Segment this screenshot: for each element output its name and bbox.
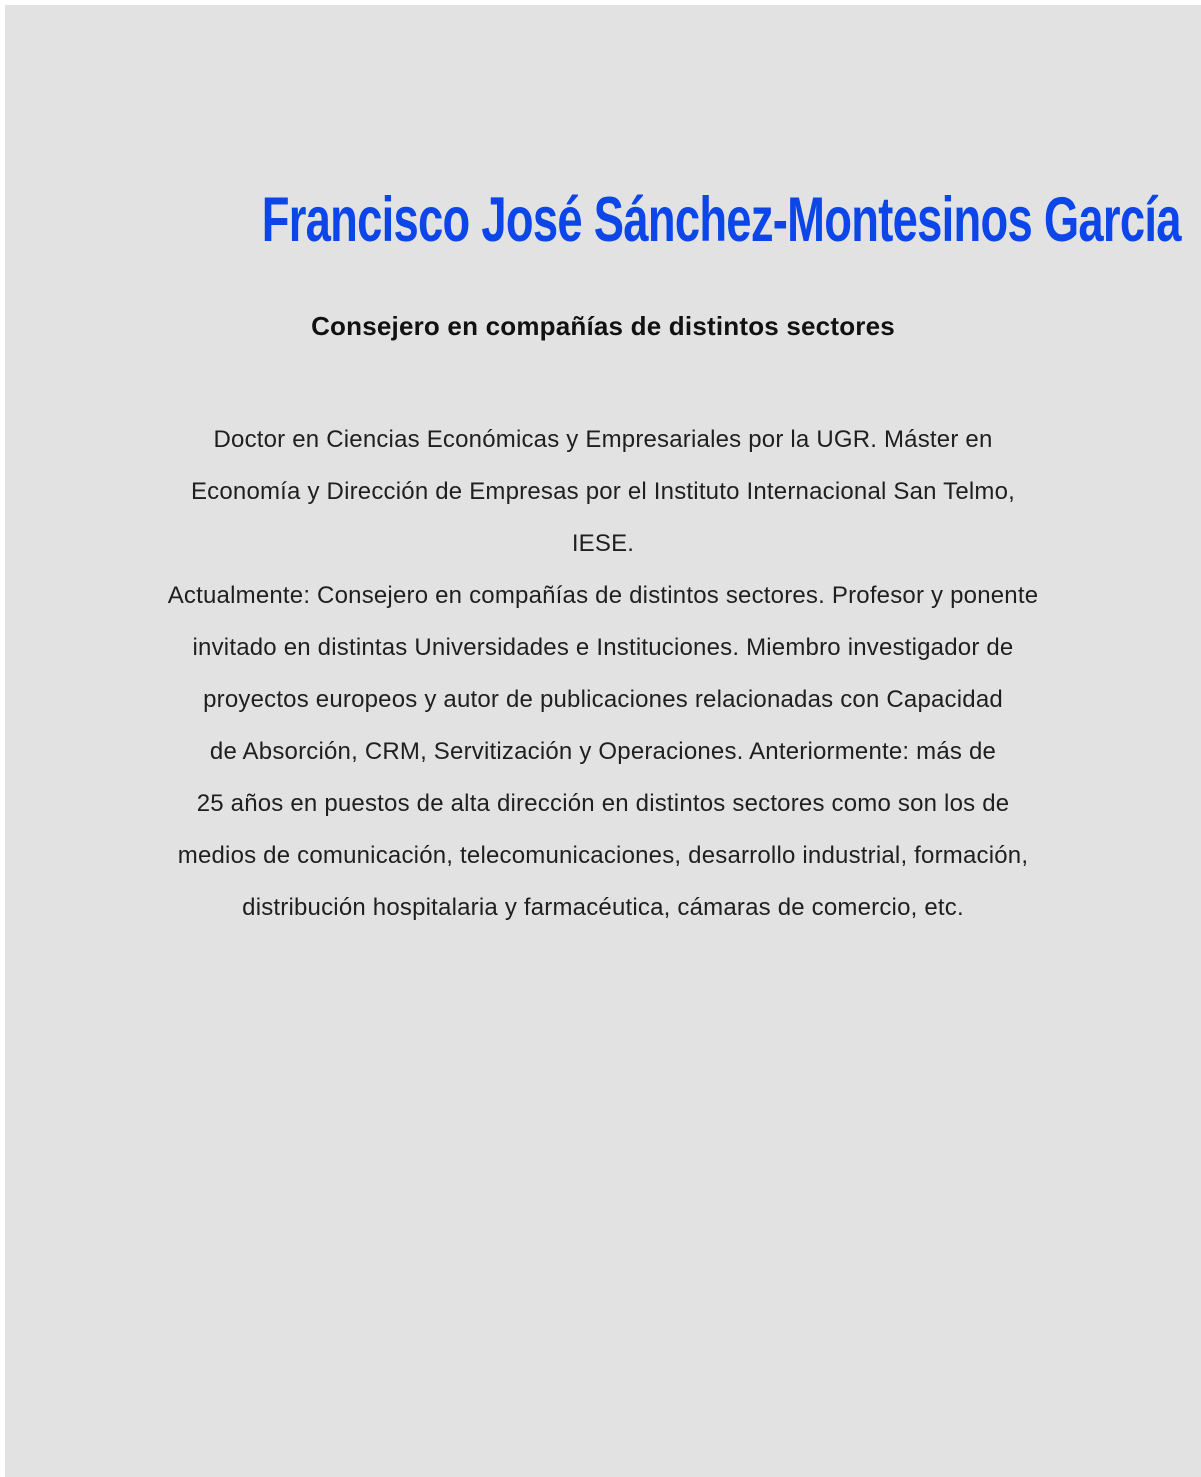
page-title: [83, 5, 1181, 255]
bio-line: IESE.: [571, 530, 635, 558]
bio-page-canvas: [5, 5, 1201, 1477]
bio-line: Doctor en Ciencias Económicas y Empresariales por la UGR. Máster en: [213, 426, 993, 454]
bio-line: proyectos europeos y autor de publicaciones relacionadas con Capacidad: [203, 686, 1003, 714]
bio-content-column: [83, 5, 1181, 934]
bio-line: medios de comunicación, telecomunicaciones, desarrollo industrial, formación,: [177, 842, 1029, 870]
bio-line: 25 años en puestos de alta dirección en distintos sectores como son los de: [196, 790, 1010, 818]
bio-text-block: [83, 414, 1123, 934]
page-title-text: Francisco José Sánchez-Montesinos García: [261, 185, 1181, 255]
page-subtitle: Consejero en compañías de distintos sectores: [311, 311, 895, 342]
bio-line: invitado en distintas Universidades e Instituciones. Miembro investigador de: [192, 634, 1014, 662]
bio-line: Actualmente: Consejero en compañías de distintos sectores. Profesor y ponente: [167, 582, 1039, 610]
bio-line: Economía y Dirección de Empresas por el Instituto Internacional San Telmo,: [190, 478, 1016, 506]
bio-line: distribución hospitalaria y farmacéutica, cámaras de comercio, etc.: [242, 894, 964, 922]
bio-line: de Absorción, CRM, Servitización y Operaciones. Anteriormente: más de: [209, 738, 997, 766]
